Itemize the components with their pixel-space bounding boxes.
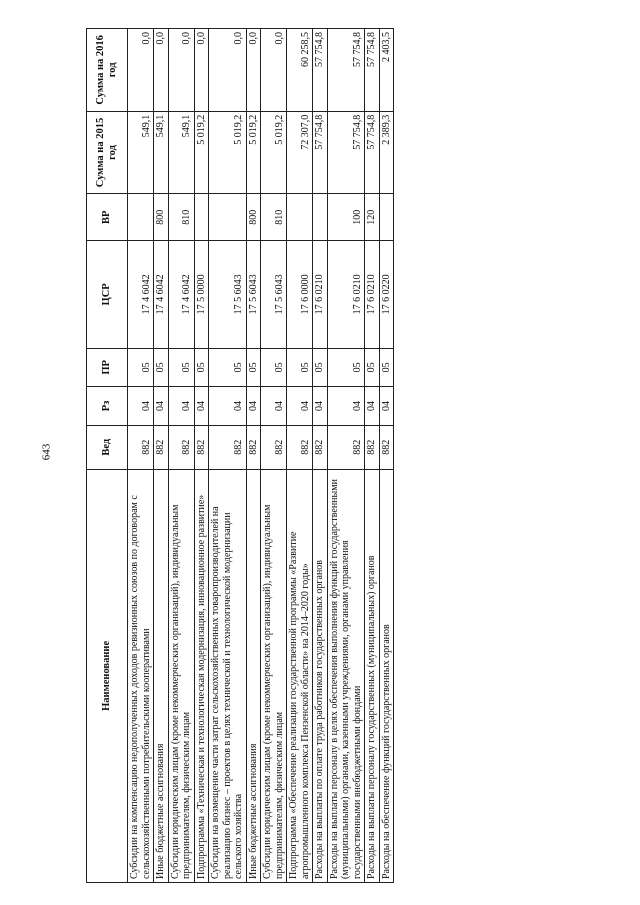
cell-name: Субсидии юридическим лицам (кроме некоммерческих организаций), индивидуальным предпринимателям, физическим лицам — [168, 469, 194, 882]
cell-pr: 05 — [168, 348, 194, 387]
cell-name: Подпрограмма «Обеспечение реализации государственной программы «Развитие агропромышленного комплекса Пензенской области» на 2014–2020 годы» — [287, 469, 313, 882]
cell-pr: 05 — [287, 348, 313, 387]
cell-rz: 04 — [261, 387, 287, 426]
cell-vr: 810 — [261, 194, 287, 241]
cell-sum-2016: 57 754,8 — [313, 29, 328, 112]
cell-vr — [313, 194, 328, 241]
cell-name: Иные бюджетные ассигнования — [246, 469, 261, 882]
header-rz: Рз — [87, 387, 128, 426]
table-row — [365, 29, 380, 883]
cell-sum-2016: 2 403,5 — [379, 29, 394, 112]
cell-vr: 120 — [365, 194, 380, 241]
cell-vr — [287, 194, 313, 241]
cell-ved: 882 — [128, 425, 154, 469]
cell-vr: 800 — [246, 194, 261, 241]
header-sum-2016: Сумма на 2016 год — [87, 29, 128, 112]
cell-sum-2015: 57 754,8 — [313, 111, 328, 194]
cell-rz: 04 — [287, 387, 313, 426]
cell-rz: 04 — [365, 387, 380, 426]
cell-rz: 04 — [379, 387, 394, 426]
rotated-table-container — [86, 28, 536, 883]
cell-pr: 05 — [154, 348, 169, 387]
header-vr: ВР — [87, 194, 128, 241]
cell-name: Субсидии юридическим лицам (кроме некоммерческих организаций), индивидуальным предпринимателям, физическим лицам — [261, 469, 287, 882]
cell-csr: 17 6 0210 — [365, 241, 380, 348]
cell-name: Расходы на обеспечение функций государственных органов — [379, 469, 394, 882]
cell-name: Субсидии на компенсацию недополученных доходов ревизионных союзов по договорам с сельскохозяйственными потребительскими кооперативами — [128, 469, 154, 882]
cell-csr: 17 6 0000 — [287, 241, 313, 348]
header-ved: Вед — [87, 425, 128, 469]
cell-csr: 17 6 0220 — [379, 241, 394, 348]
cell-sum-2016: 0,0 — [246, 29, 261, 112]
cell-sum-2015: 5 019,2 — [261, 111, 287, 194]
cell-name: Расходы на выплаты персоналу государственных (муниципальных) органов — [365, 469, 380, 882]
table-row — [327, 29, 365, 883]
cell-pr: 05 — [194, 348, 209, 387]
cell-sum-2016: 0,0 — [209, 29, 247, 112]
cell-sum-2016: 0,0 — [154, 29, 169, 112]
table-row — [379, 29, 394, 883]
cell-rz: 04 — [168, 387, 194, 426]
table-row — [261, 29, 287, 883]
table-row — [313, 29, 328, 883]
cell-vr: 100 — [327, 194, 365, 241]
cell-pr: 05 — [327, 348, 365, 387]
cell-ved: 882 — [313, 425, 328, 469]
cell-pr: 05 — [128, 348, 154, 387]
cell-rz: 04 — [246, 387, 261, 426]
cell-csr: 17 5 6043 — [261, 241, 287, 348]
cell-ved: 882 — [327, 425, 365, 469]
cell-rz: 04 — [313, 387, 328, 426]
cell-sum-2015: 72 307,0 — [287, 111, 313, 194]
cell-rz: 04 — [209, 387, 247, 426]
cell-csr: 17 4 6042 — [168, 241, 194, 348]
table-row — [209, 29, 247, 883]
cell-sum-2015: 549,1 — [168, 111, 194, 194]
cell-sum-2016: 57 754,8 — [327, 29, 365, 112]
cell-vr: 800 — [154, 194, 169, 241]
cell-ved: 882 — [154, 425, 169, 469]
table-header-row — [87, 29, 128, 883]
cell-pr: 05 — [379, 348, 394, 387]
table-row — [194, 29, 209, 883]
cell-vr — [128, 194, 154, 241]
header-csr: ЦСР — [87, 241, 128, 348]
cell-sum-2015: 5 019,2 — [246, 111, 261, 194]
cell-name: Расходы на выплаты по оплате труда работников государственных органов — [313, 469, 328, 882]
cell-csr: 17 4 6042 — [154, 241, 169, 348]
cell-sum-2016: 0,0 — [128, 29, 154, 112]
cell-sum-2016: 0,0 — [261, 29, 287, 112]
cell-sum-2015: 57 754,8 — [365, 111, 380, 194]
cell-ved: 882 — [365, 425, 380, 469]
cell-pr: 05 — [246, 348, 261, 387]
cell-pr: 05 — [261, 348, 287, 387]
cell-vr — [209, 194, 247, 241]
cell-csr: 17 5 6043 — [246, 241, 261, 348]
cell-ved: 882 — [261, 425, 287, 469]
cell-name: Расходы на выплаты персоналу в целях обеспечения выполнения функций государственными (муниципальными) органами, казенными учреждениями, органами управления государственными внебюджетными фондами — [327, 469, 365, 882]
cell-sum-2016: 60 258,5 — [287, 29, 313, 112]
cell-rz: 04 — [194, 387, 209, 426]
cell-vr — [379, 194, 394, 241]
cell-sum-2015: 5 019,2 — [194, 111, 209, 194]
cell-ved: 882 — [379, 425, 394, 469]
cell-ved: 882 — [287, 425, 313, 469]
cell-sum-2016: 0,0 — [168, 29, 194, 112]
cell-csr: 17 6 0210 — [327, 241, 365, 348]
budget-table — [86, 28, 394, 883]
cell-rz: 04 — [154, 387, 169, 426]
cell-rz: 04 — [327, 387, 365, 426]
header-pr: ПР — [87, 348, 128, 387]
header-sum-2015: Сумма на 2015 год — [87, 111, 128, 194]
cell-pr: 05 — [209, 348, 247, 387]
cell-sum-2016: 0,0 — [194, 29, 209, 112]
cell-sum-2015: 57 754,8 — [327, 111, 365, 194]
cell-csr: 17 6 0210 — [313, 241, 328, 348]
cell-sum-2015: 549,1 — [128, 111, 154, 194]
cell-name: Иные бюджетные ассигнования — [154, 469, 169, 882]
header-name: Наименование — [87, 469, 128, 882]
table-row — [154, 29, 169, 883]
cell-pr: 05 — [365, 348, 380, 387]
table-row — [128, 29, 154, 883]
table-row — [246, 29, 261, 883]
table-row — [287, 29, 313, 883]
cell-name: Субсидии на возмещение части затрат сельскохозяйственных товаропроизводителей на реализацию бизнес – проектов в целях технической и технологической модернизации сельского хозяйства — [209, 469, 247, 882]
cell-ved: 882 — [194, 425, 209, 469]
cell-rz: 04 — [128, 387, 154, 426]
cell-sum-2015: 2 389,3 — [379, 111, 394, 194]
cell-sum-2016: 57 754,8 — [365, 29, 380, 112]
cell-ved: 882 — [168, 425, 194, 469]
cell-vr — [194, 194, 209, 241]
cell-name: Подпрограмма «Техническая и технологическая модернизация, инновационное развитие» — [194, 469, 209, 882]
cell-sum-2015: 5 019,2 — [209, 111, 247, 194]
cell-vr: 810 — [168, 194, 194, 241]
cell-ved: 882 — [246, 425, 261, 469]
page-number: 643 — [40, 443, 53, 461]
cell-pr: 05 — [313, 348, 328, 387]
table-body — [128, 29, 394, 883]
cell-csr: 17 5 6043 — [209, 241, 247, 348]
cell-csr: 17 4 6042 — [128, 241, 154, 348]
cell-ved: 882 — [209, 425, 247, 469]
cell-sum-2015: 549,1 — [154, 111, 169, 194]
table-row — [168, 29, 194, 883]
cell-csr: 17 5 0000 — [194, 241, 209, 348]
